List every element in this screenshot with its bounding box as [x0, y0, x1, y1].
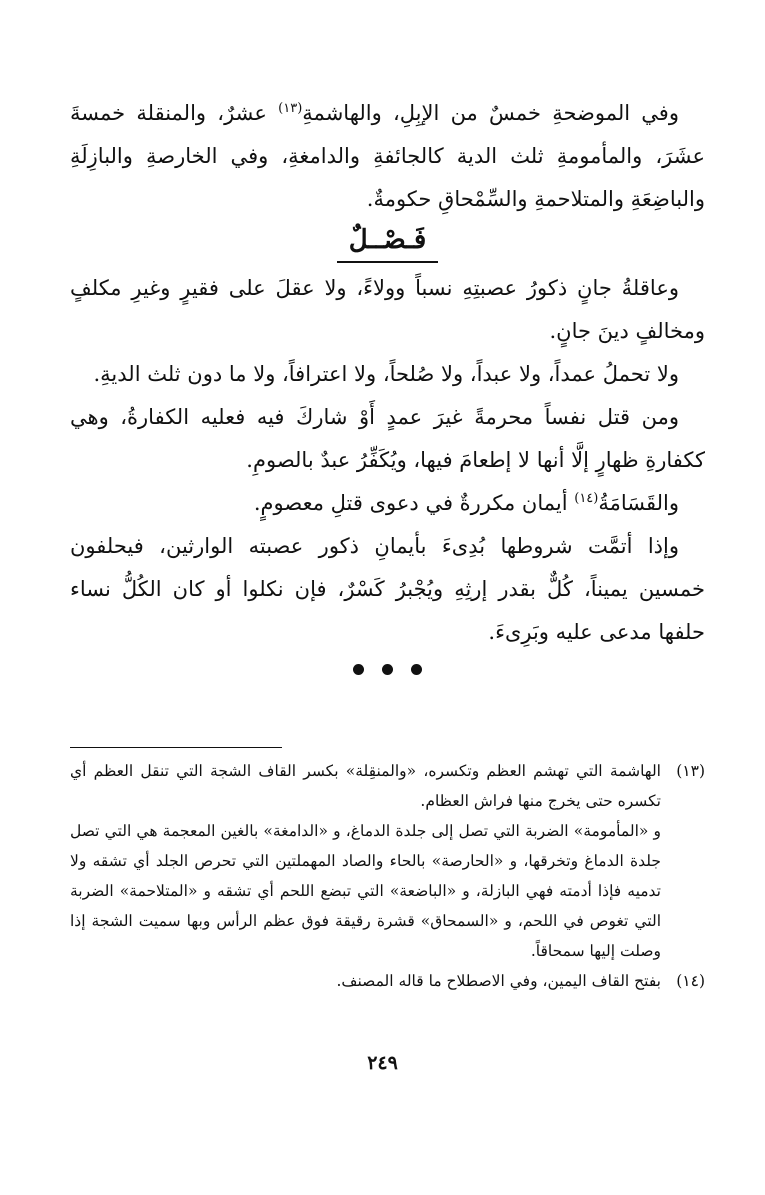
footnote-ref-14[interactable]: (١٤) — [574, 491, 599, 506]
footnote-separator — [70, 747, 282, 748]
footnotes — [70, 756, 705, 996]
main-text — [70, 92, 705, 684]
section-heading — [70, 223, 705, 263]
section-end-ornament — [70, 660, 705, 684]
footnote-ref-13[interactable]: (١٣) — [278, 101, 303, 116]
ornament-dot — [353, 664, 364, 675]
paragraph-qasama-part2: أيمان مكررةٌ في دعوى قتلِ معصومٍ. — [253, 491, 575, 515]
footnote-14 — [70, 966, 705, 996]
section-heading-text: فَـصْــلٌ — [337, 223, 439, 263]
ornament-dot — [382, 664, 393, 675]
paragraph-aqila: وعاقلةُ جانٍ ذكورُ عصبتِهِ نسباً وولاءً، ولا عقلَ على فقيرٍ وغيرِ مكلفٍ ومخالفٍ دينَ جانٍ. — [70, 276, 705, 343]
paragraph-diyat — [70, 92, 705, 221]
ornament-dot — [411, 664, 422, 675]
paragraph-kaffara: ومن قتل نفساً محرمةً غيرَ عمدٍ أَوْ شاركَ فيه فعليه الكفارةُ، وهي ككفارةِ ظهارٍ إلَّا أنها لا إطعامَ فيها، ويُكَفِّرُ عبدٌ بالصومِ. — [70, 405, 705, 472]
footnote-13-text: الهاشمة التي تهشم العظم وتكسره، «والمنقِلة» بكسر القاف الشجة التي تنقل العظم أي تكسره حتى يخرج منها فراش العظام. — [70, 762, 661, 810]
footnote-13 — [70, 756, 705, 816]
page-number: ٢٤٩ — [367, 1052, 398, 1074]
paragraph-la-tahmil: ولا تحملُ عمداً، ولا عبداً، ولا صُلحاً، ولا اعترافاً، ولا ما دون ثلث الديةِ. — [93, 362, 679, 386]
footnote-13-number: (١٣) — [676, 762, 705, 780]
paragraph-aymaan: وإذا أتمَّت شروطها بُدِىءَ بأيمانِ ذكور عصبته الوارثين، فيحلفون خمسين يميناً، كُلٌّ بقدر إرثِهِ ويُجْبرُ كَسْرٌ، فإن نكلوا أو كان الكُلُّ نساء حلفها مدعى عليه وبَرِىءَ. — [70, 534, 705, 644]
paragraph-qasama-part1: والقَسَامَةُ — [598, 491, 679, 515]
footnote-13-continued: و «المأمومة» الضربة التي تصل إلى جلدة الدماغ، و «الدامغة» بالغين المعجمة هي التي تصل جلدة الدماغ وتخرقها، و «الحارصة» بالحاء والصاد المهملتين التي تحرص الجلد أي تشقه ولا تدميه فإذا أدمته فهي البازلة، و «الباضعة» التي تبضع اللحم أي تشقه و «المتلاحمة» الضربة التي تغوص في اللحم، و «السمحاق» قشرة رقيقة فوق عظم الرأس وبها سميت الشجة إذا وصلت إليها سمحاقاً. — [70, 822, 661, 960]
footnote-14-number: (١٤) — [676, 972, 705, 990]
footnote-14-text: بفتح القاف اليمين، وفي الاصطلاح ما قاله المصنف. — [336, 972, 661, 990]
paragraph-qasama — [70, 482, 705, 525]
paragraph-diyat-part1: وفي الموضحةِ خمسٌ من الإبِلِ، والهاشمةِ — [302, 101, 679, 125]
paragraph-diyat-part2: عشرٌ، والمنقلة خمسةَ عشَرَ، والمأمومةِ ثلث الدية كالجائفةِ والدامغةِ، وفي الخارصةِ والبازِلَةِ والباضِعَةِ والمتلاحمةِ والسِّمْحاقِ حكومةٌ. — [70, 101, 705, 211]
